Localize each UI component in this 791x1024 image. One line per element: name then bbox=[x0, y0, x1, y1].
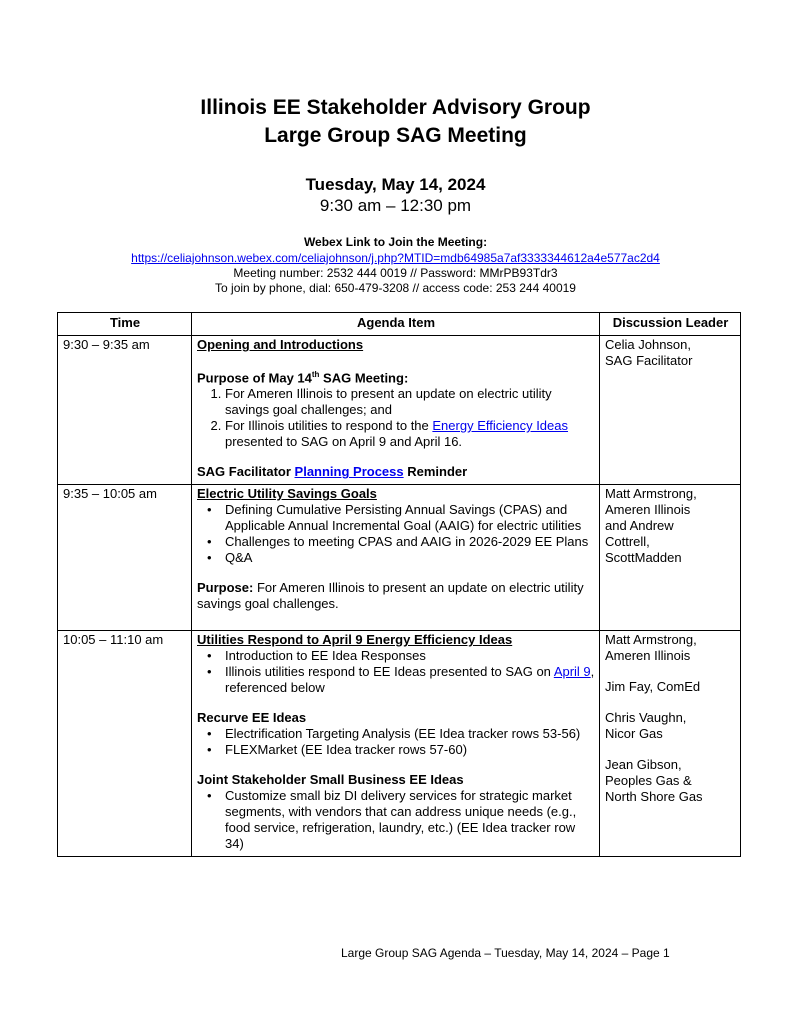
row-agenda-item bbox=[192, 336, 600, 485]
bullet-list bbox=[197, 502, 595, 566]
planning-process-link[interactable]: Planning Process bbox=[294, 464, 404, 480]
title-line-2: Large Group SAG Meeting bbox=[264, 124, 527, 147]
bullet-list bbox=[197, 726, 595, 758]
row-time: 9:35 – 10:05 am bbox=[58, 485, 192, 631]
table-row bbox=[58, 631, 741, 857]
april-9-link[interactable]: April 9 bbox=[553, 664, 591, 680]
phone-info: To join by phone, dial: 650-479-3208 // access code: 253 244 40019 bbox=[215, 281, 576, 295]
row-leader: Matt Armstrong, Ameren Illinois and Andrew Cottrell, ScottMadden bbox=[600, 485, 741, 631]
row-leader: Celia Johnson, SAG Facilitator bbox=[600, 336, 741, 485]
purpose-statement: Purpose: For Ameren Illinois to present an update on electric utility savings goal challenges. bbox=[197, 580, 584, 612]
subsection-title: Joint Stakeholder Small Business EE Ideas bbox=[197, 772, 464, 788]
header-discussion-leader: Discussion Leader bbox=[600, 313, 741, 336]
list-item: • Introduction to EE Idea Responses bbox=[225, 648, 595, 664]
title-line-1: Illinois EE Stakeholder Advisory Group bbox=[200, 96, 591, 119]
table-row bbox=[58, 485, 741, 631]
meeting-date: Tuesday, May 14, 2024 bbox=[305, 175, 486, 194]
bullet-list bbox=[197, 788, 595, 852]
list-item: • Challenges to meeting CPAS and AAIG in 2026-2029 EE Plans bbox=[225, 534, 595, 550]
header-agenda-item: Agenda Item bbox=[192, 313, 600, 336]
row-agenda-item bbox=[192, 631, 600, 857]
webex-link[interactable]: https://celiajohnson.webex.com/celiajohnson/j.php?MTID=mdb64985a7af3333344612a4e577ac2d4 bbox=[131, 251, 660, 265]
energy-efficiency-ideas-link[interactable]: Energy Efficiency Ideas bbox=[432, 418, 569, 434]
table-row bbox=[58, 336, 741, 485]
purpose-list bbox=[197, 386, 595, 450]
row-time: 9:30 – 9:35 am bbox=[58, 336, 192, 485]
list-item: 1. For Ameren Illinois to present an update on electric utility savings goal challenges; and bbox=[225, 386, 595, 418]
list-item: 2. For Illinois utilities to respond to the Energy Efficiency Ideas presented to SAG on April 9 and April 16. bbox=[225, 418, 595, 450]
table-header-row bbox=[58, 313, 741, 336]
facilitator-reminder: SAG Facilitator Planning Process Reminder bbox=[197, 464, 468, 480]
header-time: Time bbox=[58, 313, 192, 336]
row-time: 10:05 – 11:10 am bbox=[58, 631, 192, 857]
bullet-list bbox=[197, 648, 595, 696]
list-item: • Electrification Targeting Analysis (EE Idea tracker rows 53-56) bbox=[225, 726, 595, 742]
list-item: • Defining Cumulative Persisting Annual Savings (CPAS) and Applicable Annual Incremental Goal (AAIG) for electric utilities bbox=[225, 502, 595, 534]
list-item: • Illinois utilities respond to EE Ideas presented to SAG on April 9, referenced below bbox=[225, 664, 595, 696]
section-title: Electric Utility Savings Goals bbox=[197, 486, 377, 502]
list-item: • FLEXMarket (EE Idea tracker rows 57-60) bbox=[225, 742, 595, 758]
subsection-title: Recurve EE Ideas bbox=[197, 710, 307, 726]
purpose-heading: Purpose of May 14th SAG Meeting: bbox=[197, 370, 409, 386]
meeting-number: Meeting number: 2532 444 0019 // Password: MMrPB93Tdr3 bbox=[233, 266, 558, 280]
row-leader: Matt Armstrong, Ameren Illinois Jim Fay, ComEd Chris Vaughn, Nicor Gas Jean Gibson, Peoples Gas & North Shore Gas bbox=[600, 631, 741, 857]
webex-heading: Webex Link to Join the Meeting: bbox=[303, 235, 488, 249]
list-item: • Q&A bbox=[225, 550, 595, 566]
agenda-table bbox=[57, 312, 741, 857]
row-agenda-item bbox=[192, 485, 600, 631]
section-title: Utilities Respond to April 9 Energy Efficiency Ideas bbox=[197, 632, 513, 648]
list-item: • Customize small biz DI delivery services for strategic market segments, with vendors that can address unique needs (e.g., food service, refrigeration, laundry, etc.) (EE Idea tracker row 34) bbox=[225, 788, 595, 852]
page-footer: Large Group SAG Agenda – Tuesday, May 14, 2024 – Page 1 bbox=[341, 946, 670, 960]
meeting-time: 9:30 am – 12:30 pm bbox=[319, 196, 472, 215]
section-title: Opening and Introductions bbox=[197, 337, 364, 352]
